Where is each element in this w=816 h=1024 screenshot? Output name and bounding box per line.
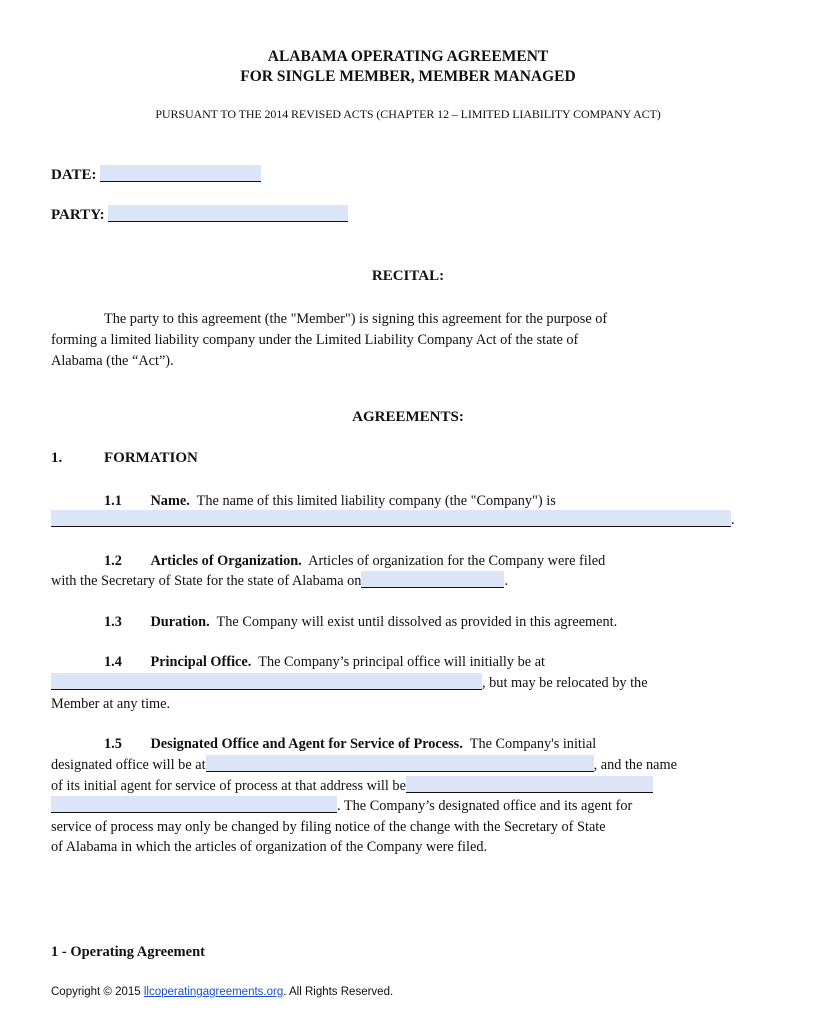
page-footer: 1 - Operating Agreement xyxy=(51,944,205,960)
document-subtitle: PURSUANT TO THE 2014 REVISED ACTS (CHAPTER 12 – LIMITED LIABILITY COMPANY ACT) xyxy=(155,107,661,121)
s11-number: 1.1 xyxy=(104,493,122,509)
section-1-3 xyxy=(104,612,617,633)
section-1-4 xyxy=(104,652,545,673)
s14-text3: Member at any time. xyxy=(51,696,171,712)
document-title-line2: FOR SINGLE MEMBER, MEMBER MANAGED xyxy=(240,68,576,85)
s12-text1: Articles of organization for the Company were filed xyxy=(308,553,606,569)
s12-number: 1.2 xyxy=(104,553,122,569)
date-label: DATE: xyxy=(51,167,97,183)
section-1-2 xyxy=(104,551,605,572)
agent-name-field-part1[interactable] xyxy=(406,776,653,793)
agent-name-field-part2[interactable] xyxy=(51,796,337,813)
s11-text: The name of this limited liability company (the "Company") is xyxy=(196,493,556,509)
s14-number: 1.4 xyxy=(104,654,122,670)
s15-title: Designated Office and Agent for Service of Process. xyxy=(150,736,463,752)
s12-line2 xyxy=(51,571,508,592)
copyright-link[interactable]: llcoperatingagreements.org xyxy=(143,986,284,998)
s15-text4: . The Company’s designated office and its agent for xyxy=(337,798,633,814)
s15-text1: The Company's initial xyxy=(469,736,597,752)
s15-text6: of Alabama in which the articles of organization of the Company were filed. xyxy=(51,839,488,855)
articles-filed-date-field[interactable] xyxy=(361,571,504,588)
document-title-line1: ALABAMA OPERATING AGREEMENT xyxy=(267,48,549,65)
s15-number: 1.5 xyxy=(104,736,122,752)
s15-line4 xyxy=(51,796,632,817)
principal-office-field[interactable] xyxy=(51,673,482,690)
s11-end: . xyxy=(731,512,735,528)
s14-title: Principal Office. xyxy=(150,654,252,670)
party-field[interactable] xyxy=(108,205,348,222)
s15-text5: service of process may only be changed by filing notice of the change with the Secretary of State xyxy=(51,819,606,835)
recital-line2: forming a limited liability company under the Limited Liability Company Act of the state of xyxy=(51,332,579,348)
agreements-heading: AGREEMENTS: xyxy=(352,409,464,425)
party-row xyxy=(51,205,348,224)
s13-title: Duration. xyxy=(150,614,210,630)
copyright-suffix: . All Rights Reserved. xyxy=(283,986,394,998)
party-label: PARTY: xyxy=(51,207,105,223)
s11-name-row xyxy=(51,510,735,531)
s11-title: Name. xyxy=(150,493,190,509)
designated-office-field[interactable] xyxy=(206,755,594,772)
s15-line3 xyxy=(51,776,653,797)
s15-line2 xyxy=(51,755,677,776)
s12-title: Articles of Organization. xyxy=(150,553,302,569)
recital-line1: The party to this agreement (the "Member") is signing this agreement for the purpose of xyxy=(104,311,608,327)
s12-end: . xyxy=(504,573,509,589)
s13-number: 1.3 xyxy=(104,614,122,630)
s15-text2b: , and the name xyxy=(593,757,677,773)
recital-heading: RECITAL: xyxy=(371,268,445,284)
section-1-1 xyxy=(104,491,556,512)
s14-text2: , but may be relocated by the xyxy=(482,675,648,691)
s14-text1: The Company’s principal office will initially be at xyxy=(258,654,546,670)
section1-title: FORMATION xyxy=(104,450,198,466)
s15-text3: of its initial agent for service of process at that address will be xyxy=(51,778,406,794)
s12-text2: with the Secretary of State for the state of Alabama on xyxy=(51,573,362,589)
recital-line3: Alabama (the “Act”). xyxy=(51,353,174,369)
section1-number: 1. xyxy=(51,450,63,466)
section-1-5 xyxy=(104,734,596,755)
date-field[interactable] xyxy=(100,165,261,182)
s14-line2 xyxy=(51,673,648,694)
s15-text2a: designated office will be at xyxy=(51,757,206,773)
company-name-field[interactable] xyxy=(51,510,731,527)
copyright-prefix: Copyright © 2015 xyxy=(51,986,141,998)
copyright-line xyxy=(51,986,393,998)
s13-text: The Company will exist until dissolved as provided in this agreement. xyxy=(216,614,618,630)
date-row xyxy=(51,165,261,184)
